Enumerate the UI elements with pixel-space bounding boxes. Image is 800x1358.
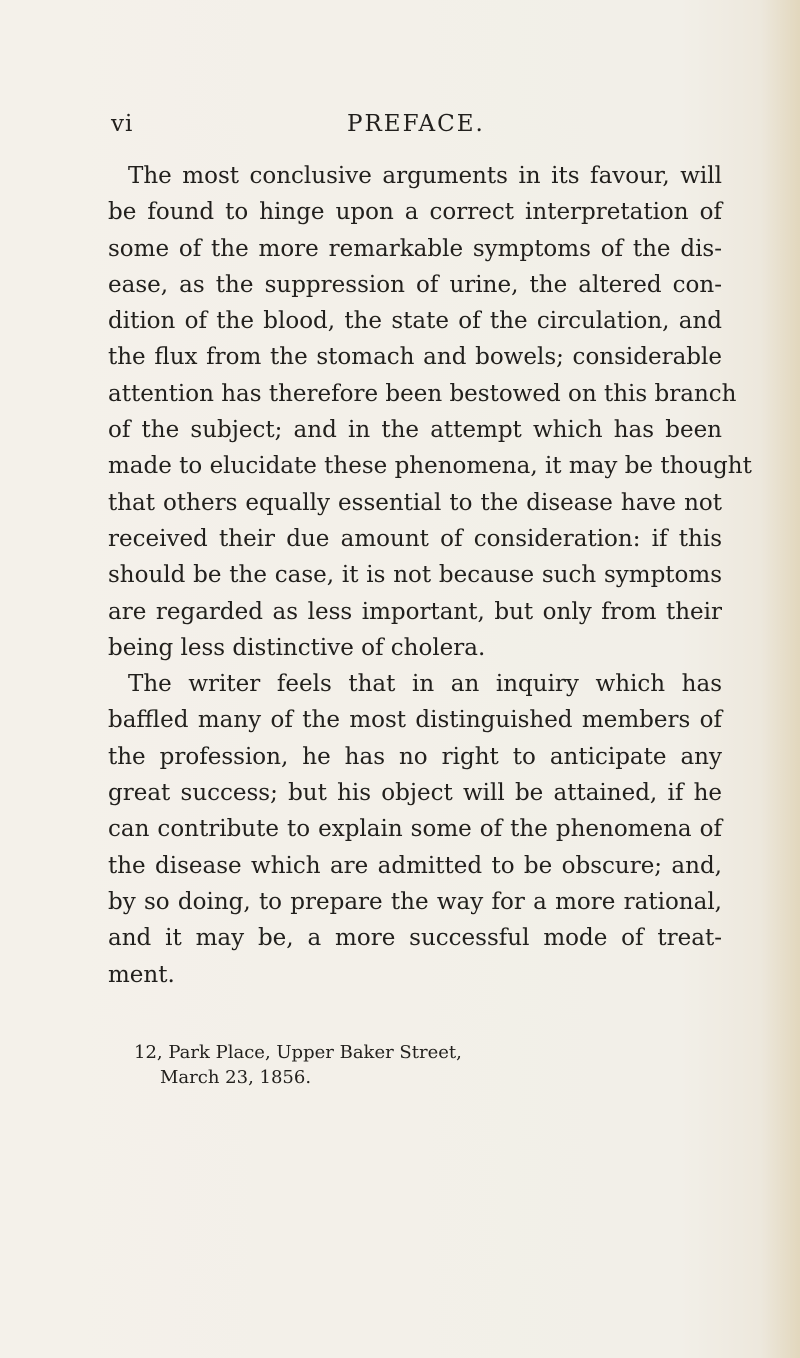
text-line: some of the more remarkable symptoms of the dis- (108, 235, 722, 262)
text-line: made to elucidate these phenomena, it may be thought (108, 453, 752, 480)
text-line: the disease which are admitted to be obscure; and, (108, 852, 722, 879)
text-line: baffled many of the most distinguished members of (108, 707, 722, 734)
text-line: The writer feels that in an inquiry which has (128, 671, 722, 698)
signature-block (134, 1040, 462, 1090)
text-line: should be the case, it is not because such symptoms (108, 562, 722, 589)
text-line: attention has therefore been bestowed on this branch (108, 380, 737, 407)
text-line: by so doing, to prepare the way for a more rational, (108, 888, 722, 915)
page-number: vi (111, 111, 134, 137)
text-line: of the subject; and in the attempt which has been (108, 417, 722, 444)
text-line: the flux from the stomach and bowels; considerable (108, 344, 722, 371)
running-head: PREFACE. (347, 111, 485, 137)
text-line: dition of the blood, the state of the circulation, and (108, 308, 722, 335)
text-line: that others equally essential to the disease have not (108, 489, 722, 516)
text-line: ease, as the suppression of urine, the altered con- (108, 271, 722, 298)
text-line: received their due amount of consideration: if this (108, 525, 722, 552)
text-line: being less distinctive of cholera. (108, 634, 486, 661)
text-line: and it may be, a more successful mode of treat- (108, 925, 722, 952)
text-line: can contribute to explain some of the phenomena of (108, 816, 722, 843)
page-header (111, 111, 731, 141)
signature-address: 12, Park Place, Upper Baker Street, (134, 1042, 462, 1063)
text-line: ment. (108, 961, 175, 988)
text-line: the profession, he has no right to anticipate any (108, 743, 722, 770)
text-line: are regarded as less important, but only from their (108, 598, 722, 625)
signature-date: March 23, 1856. (160, 1067, 312, 1088)
text-line: The most conclusive arguments in its favour, will (128, 163, 722, 189)
preface-body (108, 158, 752, 993)
text-line: great success; but his object will be attained, if he (108, 780, 722, 807)
text-line: be found to hinge upon a correct interpretation of (108, 199, 722, 226)
